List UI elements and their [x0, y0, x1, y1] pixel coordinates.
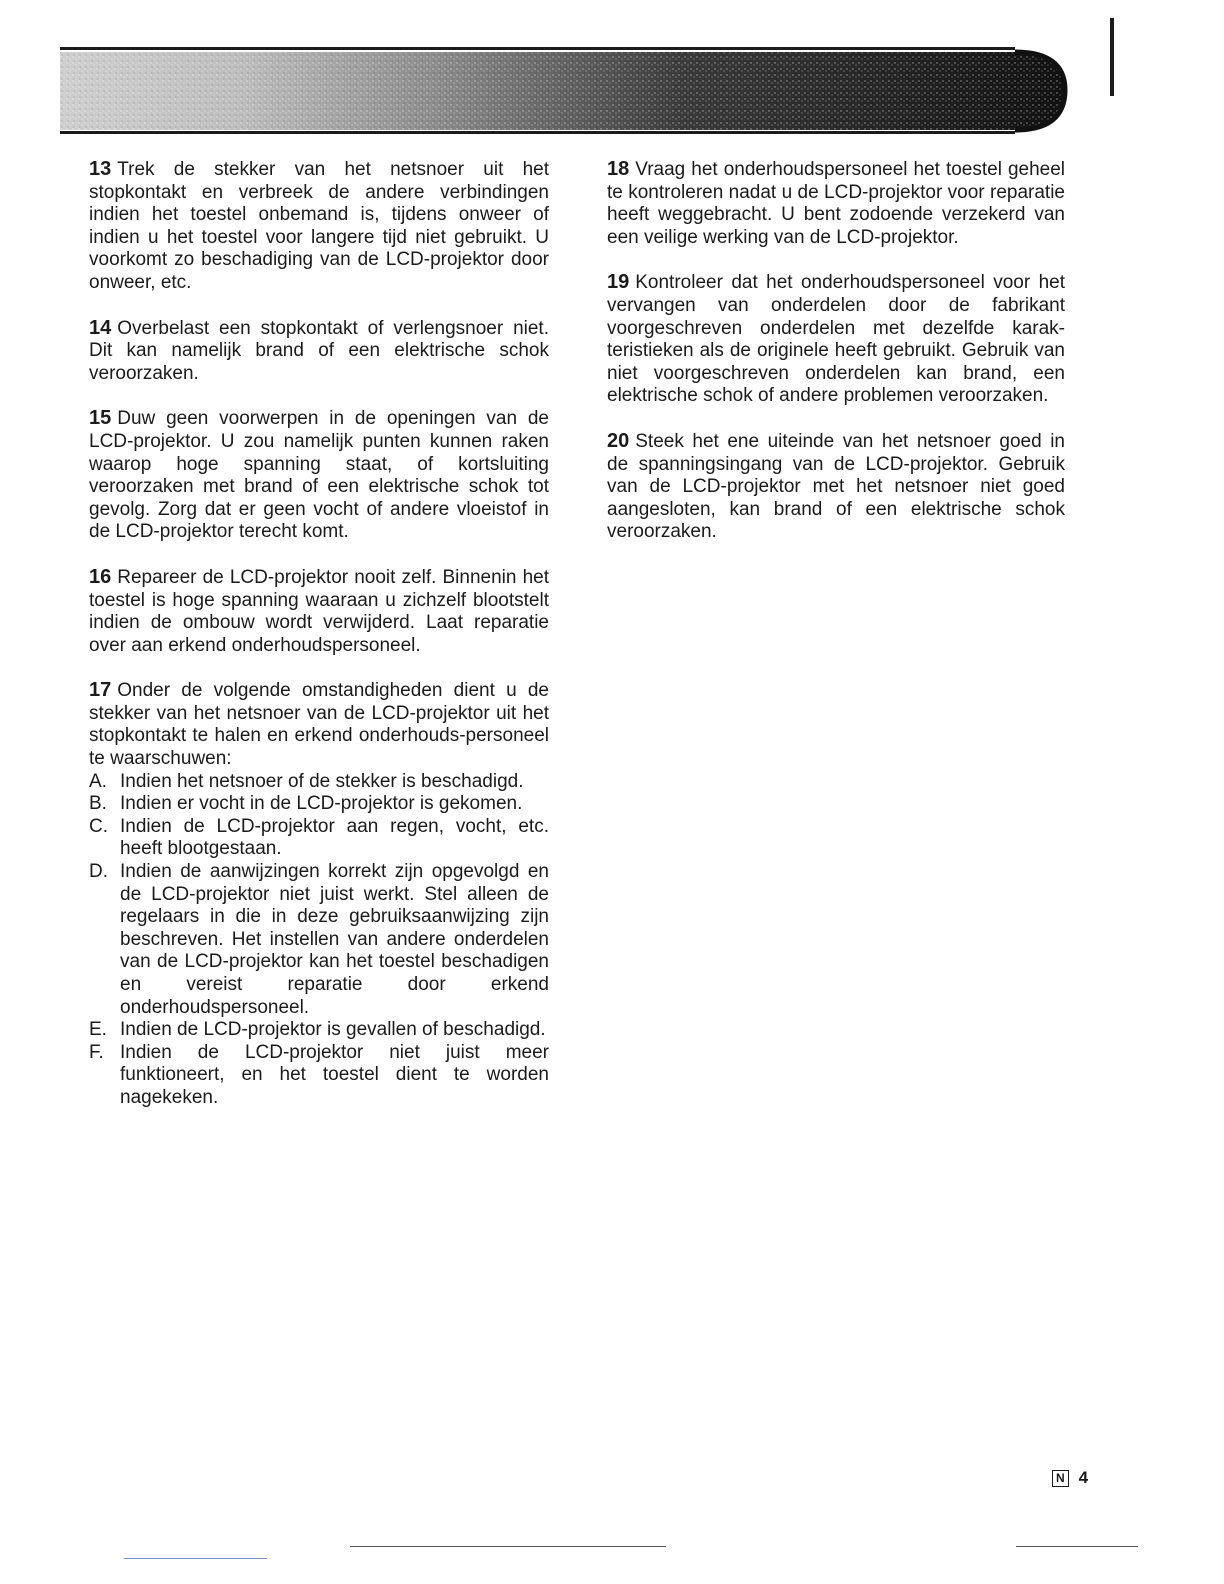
header-band: [60, 44, 1070, 136]
condition-letter: B.: [89, 793, 107, 815]
condition-text: Indien de LCD-projektor aan regen, vocht, etc. heeft blootgestaan.: [120, 815, 549, 860]
condition-letter: C.: [89, 815, 108, 837]
item-text: Steek het ene uiteinde van het netsnoer goed in de spanningsingang van de LCD-projektor. Gebruik van de LCD-projektor met het netsnoer niet goed aangesloten, kan brand of een elektrische schok veroorzaken.: [607, 430, 1065, 543]
condition-text: Indien de LCD-projektor niet juist meer funktioneert, en het toestel dient te worden nagekeken.: [120, 1041, 549, 1108]
header-band-graphic: [60, 44, 1070, 136]
condition-text: Indien er vocht in de LCD-projektor is gekomen.: [120, 793, 523, 815]
item-number: 18: [607, 158, 630, 180]
item-text: Kontroleer dat het onderhoudspersoneel voor het vervangen van onderdelen door de fabrikant voorgeschreven onderdelen met dezelfde karak-teristieken als de originele heeft gebruikt. Gebruik van niet voorgeschreven onderdelen kan brand, een elektrische schok of andere problemen veroorzaken.: [607, 272, 1065, 407]
instruction-15: [89, 407, 549, 544]
item-text: Overbelast een stopkontakt of verlengsnoer niet. Dit kan namelijk brand of een elektrische schok veroorzaken.: [89, 317, 549, 384]
item-text: Duw geen voorwerpen in de openingen van de LCD-projektor. U zou namelijk punten kunnen raken waarop hoge spanning staat, of kortsluiting veroorzaken met brand of een elektrische schok tot gevolg. Zorg dat er geen vocht of andere vloeistof in de LCD-projektor terecht komt.: [89, 408, 549, 543]
condition-text: Indien de aanwijzingen korrekt zijn opgevolgd en de LCD-projektor niet juist werkt. Stel alleen de regelaars in die in deze gebruiksaanwijzing zijn beschreven. Het instellen van andere onderdelen van de LCD-projektor kan het toestel beschadigen en vereist reparatie door erkend onderhoudspersoneel.: [120, 861, 549, 1018]
instruction-18: [607, 158, 1065, 249]
instruction-17-intro: [89, 679, 549, 770]
condition-text: Indien het netsnoer of de stekker is beschadigd.: [120, 770, 524, 792]
item-number: 13: [89, 158, 112, 180]
item-number: 17: [89, 679, 112, 702]
condition-c: [89, 816, 549, 861]
page-footer: [1052, 1468, 1088, 1488]
item-text: Vraag het onderhoudspersoneel het toestel geheel te kontroleren nadat u de LCD-projektor voor reparatie heeft weggebracht. U bent zodoende verzekerd van een veilige werking van de LCD-projektor.: [607, 159, 1065, 248]
instruction-17: [89, 679, 549, 1109]
item-text: Trek de stekker van het netsnoer uit het stopkontakt en verbreek de andere verbindingen indien het toestel onbemand is, tijdens onweer of indien u het toestel voor langere tijd niet gebruikt. U voorkomt zo beschadiging van de LCD-projektor door onweer, etc.: [89, 159, 549, 293]
condition-letter: E.: [89, 1019, 107, 1041]
condition-letter: F.: [89, 1041, 104, 1063]
condition-d: [89, 861, 549, 1019]
item-text: Repareer de LCD-projektor nooit zelf. Binnenin het toestel is hoge spanning waaraan u zichzelf blootstelt indien de ombouw wordt verwijderd. Laat reparatie over aan erkend onderhoudspersoneel.: [89, 566, 549, 656]
language-badge: N: [1052, 1470, 1069, 1487]
condition-e: [89, 1019, 549, 1042]
instruction-14: [89, 317, 549, 386]
item-number: 20: [607, 429, 630, 452]
instruction-20: [607, 430, 1065, 544]
left-column: [89, 158, 549, 1132]
condition-a: [89, 771, 549, 794]
item-text: Onder de volgende omstandigheden dient u de stekker van het netsnoer van de LCD-projektor uit het stopkontakt te halen en erkend onderhouds-personeel te waarschuwen:: [89, 680, 549, 770]
condition-list: [89, 771, 549, 1110]
item-number: 14: [89, 316, 112, 339]
bottom-rule-left: [124, 1558, 267, 1559]
item-number: 19: [607, 271, 630, 294]
condition-f: [89, 1042, 549, 1110]
instruction-19: [607, 271, 1065, 408]
item-number: 15: [89, 407, 112, 430]
condition-text: Indien de LCD-projektor is gevallen of beschadigd.: [120, 1019, 546, 1041]
condition-b: [89, 793, 549, 816]
item-number: 16: [89, 565, 112, 588]
condition-letter: A.: [89, 770, 107, 792]
instruction-16: [89, 566, 549, 657]
bottom-rule-center: [350, 1546, 666, 1547]
instruction-13: [89, 158, 549, 295]
margin-mark: [1110, 18, 1114, 96]
bottom-rule-right: [1016, 1546, 1138, 1547]
condition-letter: D.: [89, 861, 108, 883]
right-column: [607, 158, 1065, 566]
page-number: 4: [1078, 1468, 1089, 1487]
